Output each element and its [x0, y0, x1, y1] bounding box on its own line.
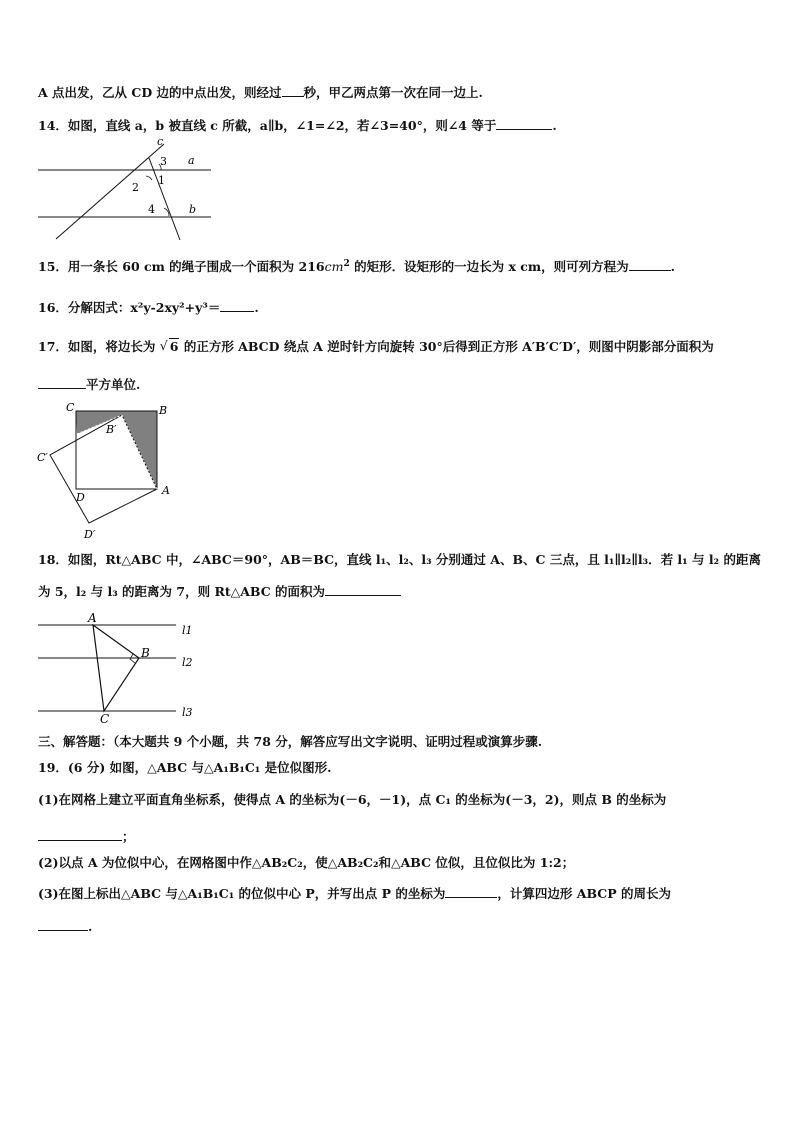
section-3-heading [38, 734, 542, 750]
q14-figure [36, 136, 221, 246]
label-l1: l1 [182, 624, 193, 637]
q19-text: 19．(6 分) 如图，△ABC 与△A₁B₁C₁ 是位似图形. [38, 760, 332, 775]
q18-figure [36, 610, 206, 729]
label-2: 2 [132, 181, 139, 194]
q16-answer-blank[interactable] [220, 299, 254, 312]
q16-text-line: 16．分解因式：x²y-2xy²+y³＝ . [38, 300, 259, 315]
q18-text-line2 [38, 583, 401, 600]
q19-part1-answer-blank[interactable] [38, 828, 122, 841]
q14-answer-blank[interactable] [496, 117, 552, 130]
q19-part3-blank-perimeter[interactable] [38, 918, 88, 931]
q14-text: 14．如图，直线 a，b 被直线 c 所截，a∥b，∠1=∠2，若∠3=40°，则∠4 等于 [38, 118, 497, 133]
q19-part2-line [38, 855, 574, 871]
q19-part3-line [38, 885, 671, 902]
q18-text-end: 为 5，l₂ 与 l₃ 的距离为 7，则 Rt△ABC 的面积为 [38, 584, 326, 599]
q19-part1-answer-line [38, 828, 135, 845]
label-b: b [189, 203, 197, 216]
q17-text: 17．如图，将边长为 [38, 339, 156, 354]
label-A: A [88, 611, 97, 625]
label-B: B [141, 646, 150, 660]
q15-unit: cm [324, 259, 344, 275]
label-l3: l3 [182, 706, 193, 719]
q13-text: A 点出发，乙从 CD 边的中点出发，则经过 [38, 85, 282, 100]
label-a: a [188, 154, 195, 167]
q13-text-end: 秒，甲乙两点第一次在同一边上. [303, 85, 483, 100]
q13-continuation [38, 84, 483, 101]
q19-part1-end: ； [122, 829, 135, 844]
q14-text-line: 14．如图，直线 a，b 被直线 c 所截，a∥b，∠1=∠2，若∠3=40°，则∠4 等于 . [38, 118, 557, 133]
label-C: C [66, 401, 75, 414]
q18-answer-blank[interactable] [325, 583, 401, 596]
q13-answer-blank[interactable] [282, 84, 304, 97]
q15-text-end: 的矩形．设矩形的一边长为 x cm，则可列方程为 [349, 259, 629, 275]
q15-text: 15．用一条长 60 cm 的绳子围成一个面积为 216 [38, 259, 325, 275]
q16-text: 16．分解因式：x²y-2xy²+y³＝ [38, 300, 221, 315]
q17-text-cont: 的正方形 ABCD 绕点 A 逆时针方向旋转 30°后得到正方形 A′B′C′D′，则图中阴影部分面积为 [183, 339, 714, 354]
q15-text-line: 15．用一条长 60 cm 的绳子围成一个面积为 $216cm^2$ 的矩形．设矩形的一边长为 x cm，则可列方程为 . [38, 259, 675, 275]
label-4: 4 [148, 203, 155, 216]
transversal-c [56, 144, 164, 239]
q19-part1-line [38, 792, 666, 808]
label-3: 3 [160, 155, 167, 168]
section-3-text: 三、解答题：（本大题共 9 个小题，共 78 分，解答应写出文字说明、证明过程或演算步骤. [38, 734, 543, 749]
q17-figure [34, 398, 184, 550]
q19-part2-text: (2)以点 A 为位似中心，在网格图中作△AB₂C₂，使△AB₂C₂和△ABC 位似，且位似比为 1:2； [38, 855, 575, 870]
q19-part3-end: . [88, 919, 93, 934]
triangle-abc [93, 625, 139, 711]
q17-text-line2 [38, 376, 140, 393]
label-l2: l2 [182, 656, 193, 669]
q17-sqrt-value: 6 [169, 339, 179, 354]
label-C: C [100, 712, 110, 725]
q19-part3-text-cont: ，计算四边形 ABCP 的周长为 [497, 886, 671, 901]
label-C-prime: C′ [37, 451, 48, 464]
q15-answer-blank[interactable] [629, 258, 671, 271]
q19-part3-blank-p[interactable] [445, 885, 497, 898]
q19-part3-answer-line [38, 918, 92, 935]
q19-text-line [38, 760, 332, 776]
label-1: 1 [158, 174, 165, 187]
q19-part3-text: (3)在图上标出△ABC 与△A₁B₁C₁ 的位似中心 P，并写出点 P 的坐标为 [38, 886, 446, 901]
q17-text-end: 平方单位. [86, 377, 141, 392]
q18-text-line [38, 552, 761, 568]
label-D: D [76, 491, 85, 504]
label-B-prime: B′ [106, 423, 117, 436]
label-c: c [157, 136, 164, 148]
label-A: A [162, 484, 170, 497]
label-D-prime: D′ [84, 528, 96, 541]
q17-text-line [38, 339, 714, 355]
q17-answer-blank[interactable] [38, 376, 86, 389]
q19-part1-text: (1)在网格上建立平面直角坐标系，使得点 A 的坐标为(－6，－1)，点 C₁ 的坐标为(－3，2)，则点 B 的坐标为 [38, 792, 667, 807]
q17-sqrt: √ 6 [159, 338, 179, 354]
q18-text: 18．如图，Rt△ABC 中，∠ABC＝90°，AB＝BC，直线 l₁、l₂、l₃ 分别通过 A、B、C 三点，且 l₁∥l₂∥l₃．若 l₁ 与 l₂ 的距离 [38, 552, 761, 567]
label-B: B [159, 404, 168, 417]
